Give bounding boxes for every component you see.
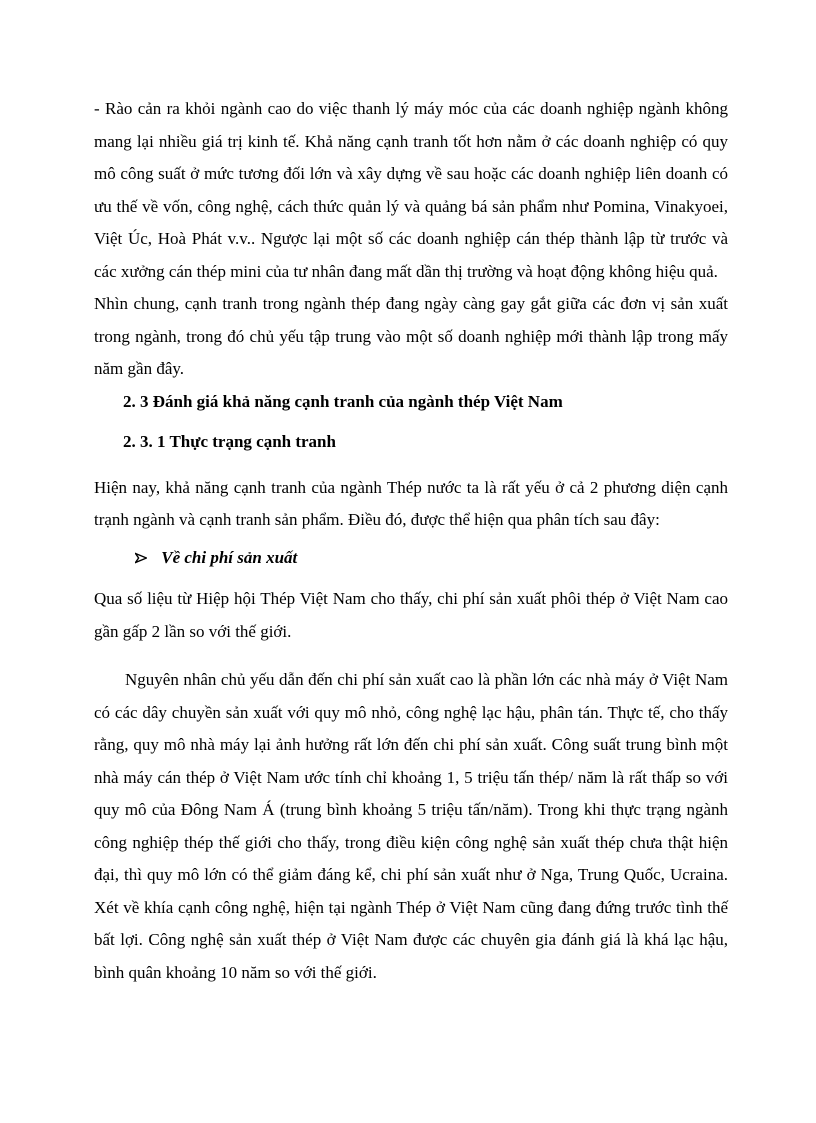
section-heading: 2. 3 Đánh giá khả năng cạnh tranh của ngành thép Việt Nam [123, 391, 563, 411]
arrowhead-right-icon [135, 543, 147, 576]
subsection-heading: 2. 3. 1 Thực trạng cạnh tranh [123, 432, 336, 451]
paragraph-current-status: Hiện nay, khả năng cạnh tranh của ngành Thép nước ta là rất yếu ở cả 2 phương diện cạnh trạnh ngành và cạnh tranh sản phẩm. Điều đó, được thể hiện qua phân tích sau đây: [94, 477, 728, 529]
bullet-label: Về chi phí sản xuất [161, 547, 298, 567]
paragraph-overview: Nhìn chung, cạnh tranh trong ngành thép đang ngày càng gay gắt giữa các đơn vị sản xuất trong ngành, trong đó chủ yếu tập trung vào một số doanh nghiệp mới thành lập trong mấy năm gần đây. [94, 294, 728, 378]
bullet-item [94, 542, 728, 576]
paragraph-barriers: - Rào cản ra khỏi ngành cao do việc thanh lý máy móc của các doanh nghiệp ngành không mang lại nhiều giá trị kinh tế. Khả năng cạnh tranh tốt hơn nằm ở các doanh nghiệp có quy mô công suất ở mức tương đối lớn và xây dựng về sau hoặc các doanh nghiệp liên doanh có ưu thế về vốn, công nghệ, cách thức quản lý và quảng bá sản phẩm như Pomina, Vinakyoei, Việt Úc, Hoà Phát v.v.. Ngược lại một số các doanh nghiệp cán thép thành lập từ trước và các xưởng cán thép mini của tư nhân đang mất dần thị trường và hoạt động không hiệu quả. [94, 99, 728, 281]
paragraph-cost-data: Qua số liệu từ Hiệp hội Thép Việt Nam cho thấy, chi phí sản xuất phôi thép ở Việt Nam cao gần gấp 2 lần so với thế giới. [94, 589, 728, 641]
paragraph-cause-analysis: Nguyên nhân chủ yếu dẫn đến chi phí sản xuất cao là phần lớn các nhà máy ở Việt Nam có các dây chuyền sản xuất với quy mô nhỏ, công nghệ lạc hậu, phân tán. Thực tế, cho thấy rằng, quy mô nhà máy lại ảnh hưởng rất lớn đến chi phí sản xuất. Công suất trung bình một nhà máy cán thép ở Việt Nam ước tính chỉ khoảng 1, 5 triệu tấn thép/ năm là rất thấp so với quy mô của Đông Nam Á (trung bình khoảng 5 triệu tấn/năm). Trong khi thực trạng ngành công nghiệp thép thế giới cho thấy, trong điều kiện công nghệ sản xuất thép chưa thật hiện đại, thì quy mô lớn có thể giảm đáng kể, chi phí sản xuất như ở Nga, Trung Quốc, Ucraina. Xét về khía cạnh công nghệ, hiện tại ngành Thép ở Việt Nam cũng đang đứng trước tình thế bất lợi. Công nghệ sản xuất thép ở Việt Nam được các chuyên gia đánh giá là khá lạc hậu, bình quân khoảng 10 năm so với thế giới. [94, 670, 728, 982]
